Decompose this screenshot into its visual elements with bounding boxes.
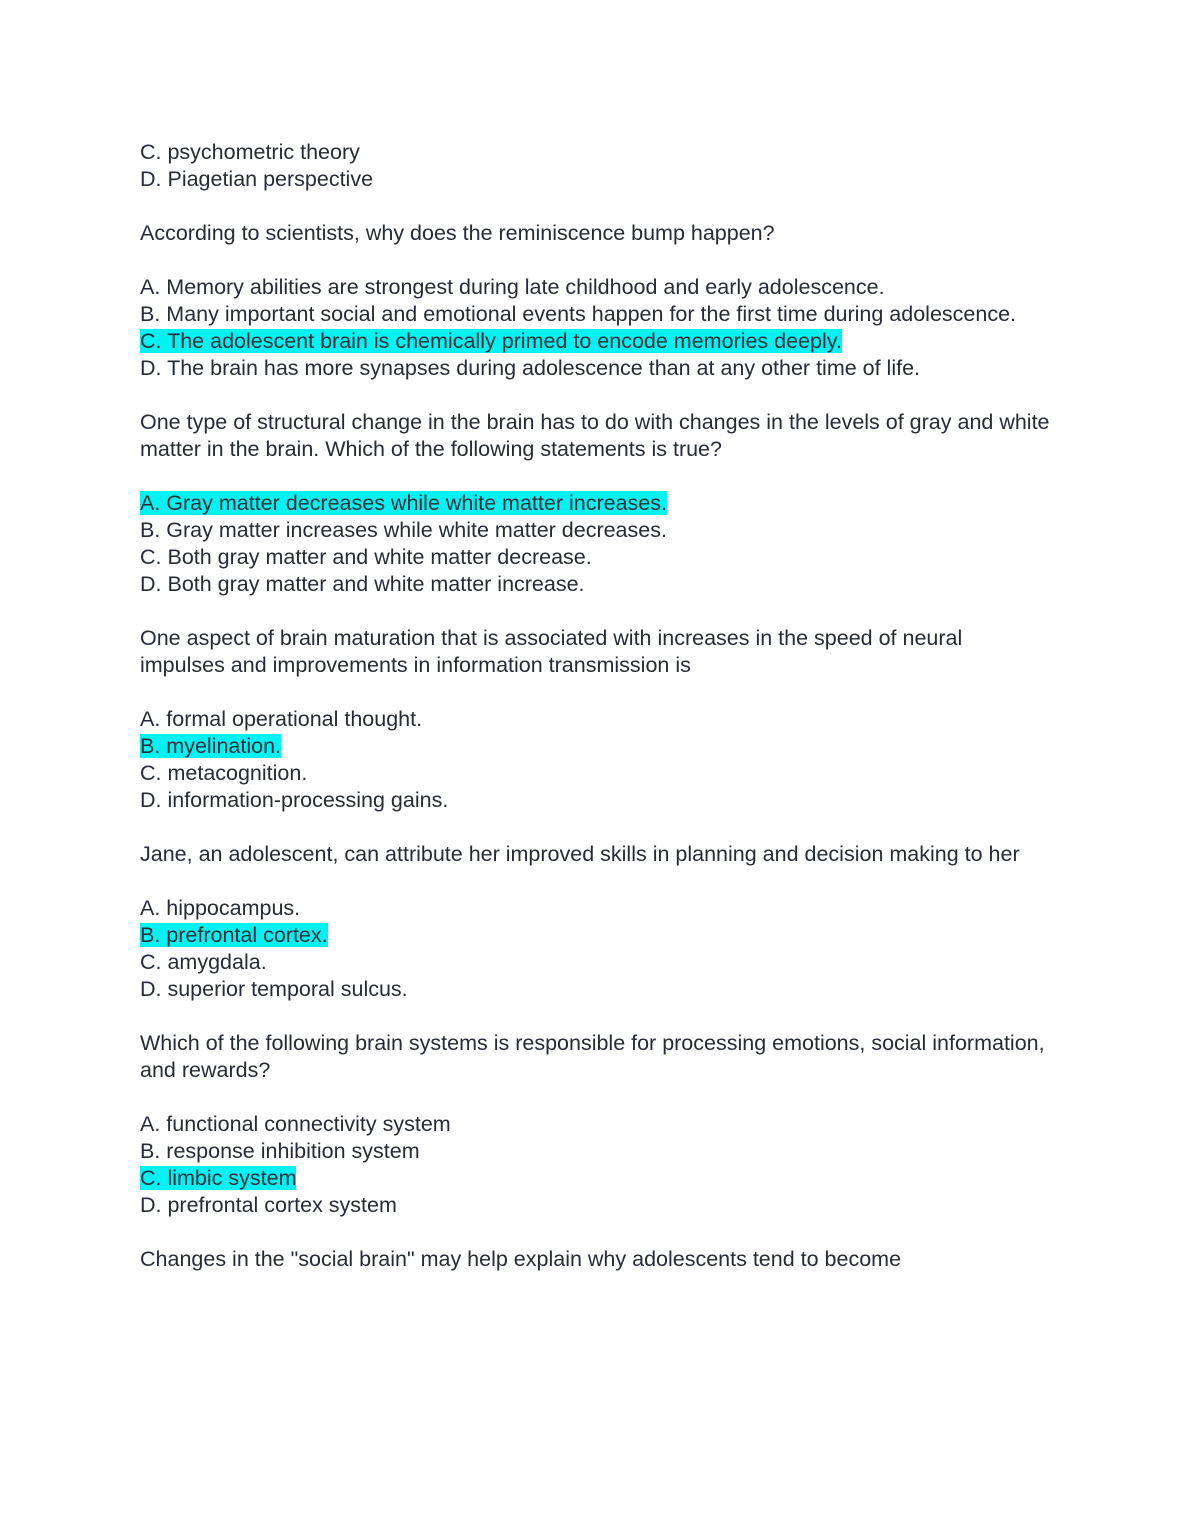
option-text: A. hippocampus. <box>140 896 301 920</box>
option-text: B. Many important social and emotional events happen for the first time during adolescence. <box>140 302 1017 326</box>
option-text: B. response inhibition system <box>140 1139 420 1163</box>
question-block <box>140 1030 1050 1219</box>
option-text: C. amygdala. <box>140 950 267 974</box>
option-c <box>140 1165 1050 1192</box>
option-c <box>140 328 1050 355</box>
option-c <box>140 760 1050 787</box>
option-d <box>140 1192 1050 1219</box>
option-text: D. superior temporal sulcus. <box>140 977 408 1001</box>
option-a <box>140 490 1050 517</box>
option-b <box>140 517 1050 544</box>
option-a <box>140 1111 1050 1138</box>
option-d <box>140 355 1050 382</box>
leading-options <box>140 139 1050 193</box>
question-prompt: Which of the following brain systems is responsible for processing emotions, social information, and rewards? <box>140 1031 1045 1082</box>
highlighted-answer: C. The adolescent brain is chemically primed to encode memories deeply. <box>140 329 842 353</box>
option-text: A. formal operational thought. <box>140 707 423 731</box>
question-block <box>140 220 1050 382</box>
highlighted-answer: A. Gray matter decreases while white matter increases. <box>140 491 667 515</box>
option-b <box>140 922 1050 949</box>
option-c <box>140 544 1050 571</box>
option-b <box>140 733 1050 760</box>
document-page <box>140 139 1050 1273</box>
question-prompt: One aspect of brain maturation that is associated with increases in the speed of neural impulses and improvements in information transmission is <box>140 626 963 677</box>
option-b <box>140 301 1050 328</box>
option-text: D. The brain has more synapses during adolescence than at any other time of life. <box>140 356 921 380</box>
option-text: C. Both gray matter and white matter decrease. <box>140 545 592 569</box>
option-d <box>140 571 1050 598</box>
option-b <box>140 1138 1050 1165</box>
question-block <box>140 625 1050 814</box>
option-c: C. psychometric theory <box>140 140 360 164</box>
option-a <box>140 274 1050 301</box>
option-d <box>140 787 1050 814</box>
highlighted-answer: C. limbic system <box>140 1166 297 1190</box>
question-prompt: One type of structural change in the brain has to do with changes in the levels of gray and white matter in the brain. Which of the following statements is true? <box>140 410 1050 461</box>
option-text: D. information-processing gains. <box>140 788 449 812</box>
option-text: C. metacognition. <box>140 761 308 785</box>
question-prompt: According to scientists, why does the reminiscence bump happen? <box>140 221 775 245</box>
option-a <box>140 895 1050 922</box>
option-d: D. Piagetian perspective <box>140 167 374 191</box>
question-block <box>140 841 1050 1003</box>
option-c <box>140 949 1050 976</box>
option-d <box>140 976 1050 1003</box>
option-text: D. Both gray matter and white matter increase. <box>140 572 585 596</box>
option-a <box>140 706 1050 733</box>
question-prompt: Jane, an adolescent, can attribute her improved skills in planning and decision making to her <box>140 842 1020 866</box>
trailing-question-prompt: Changes in the "social brain" may help explain why adolescents tend to become <box>140 1247 902 1271</box>
highlighted-answer: B. prefrontal cortex. <box>140 923 328 947</box>
option-text: A. functional connectivity system <box>140 1112 451 1136</box>
question-block <box>140 409 1050 598</box>
option-text: D. prefrontal cortex system <box>140 1193 397 1217</box>
option-text: A. Memory abilities are strongest during late childhood and early adolescence. <box>140 275 885 299</box>
highlighted-answer: B. myelination. <box>140 734 282 758</box>
option-text: B. Gray matter increases while white matter decreases. <box>140 518 667 542</box>
